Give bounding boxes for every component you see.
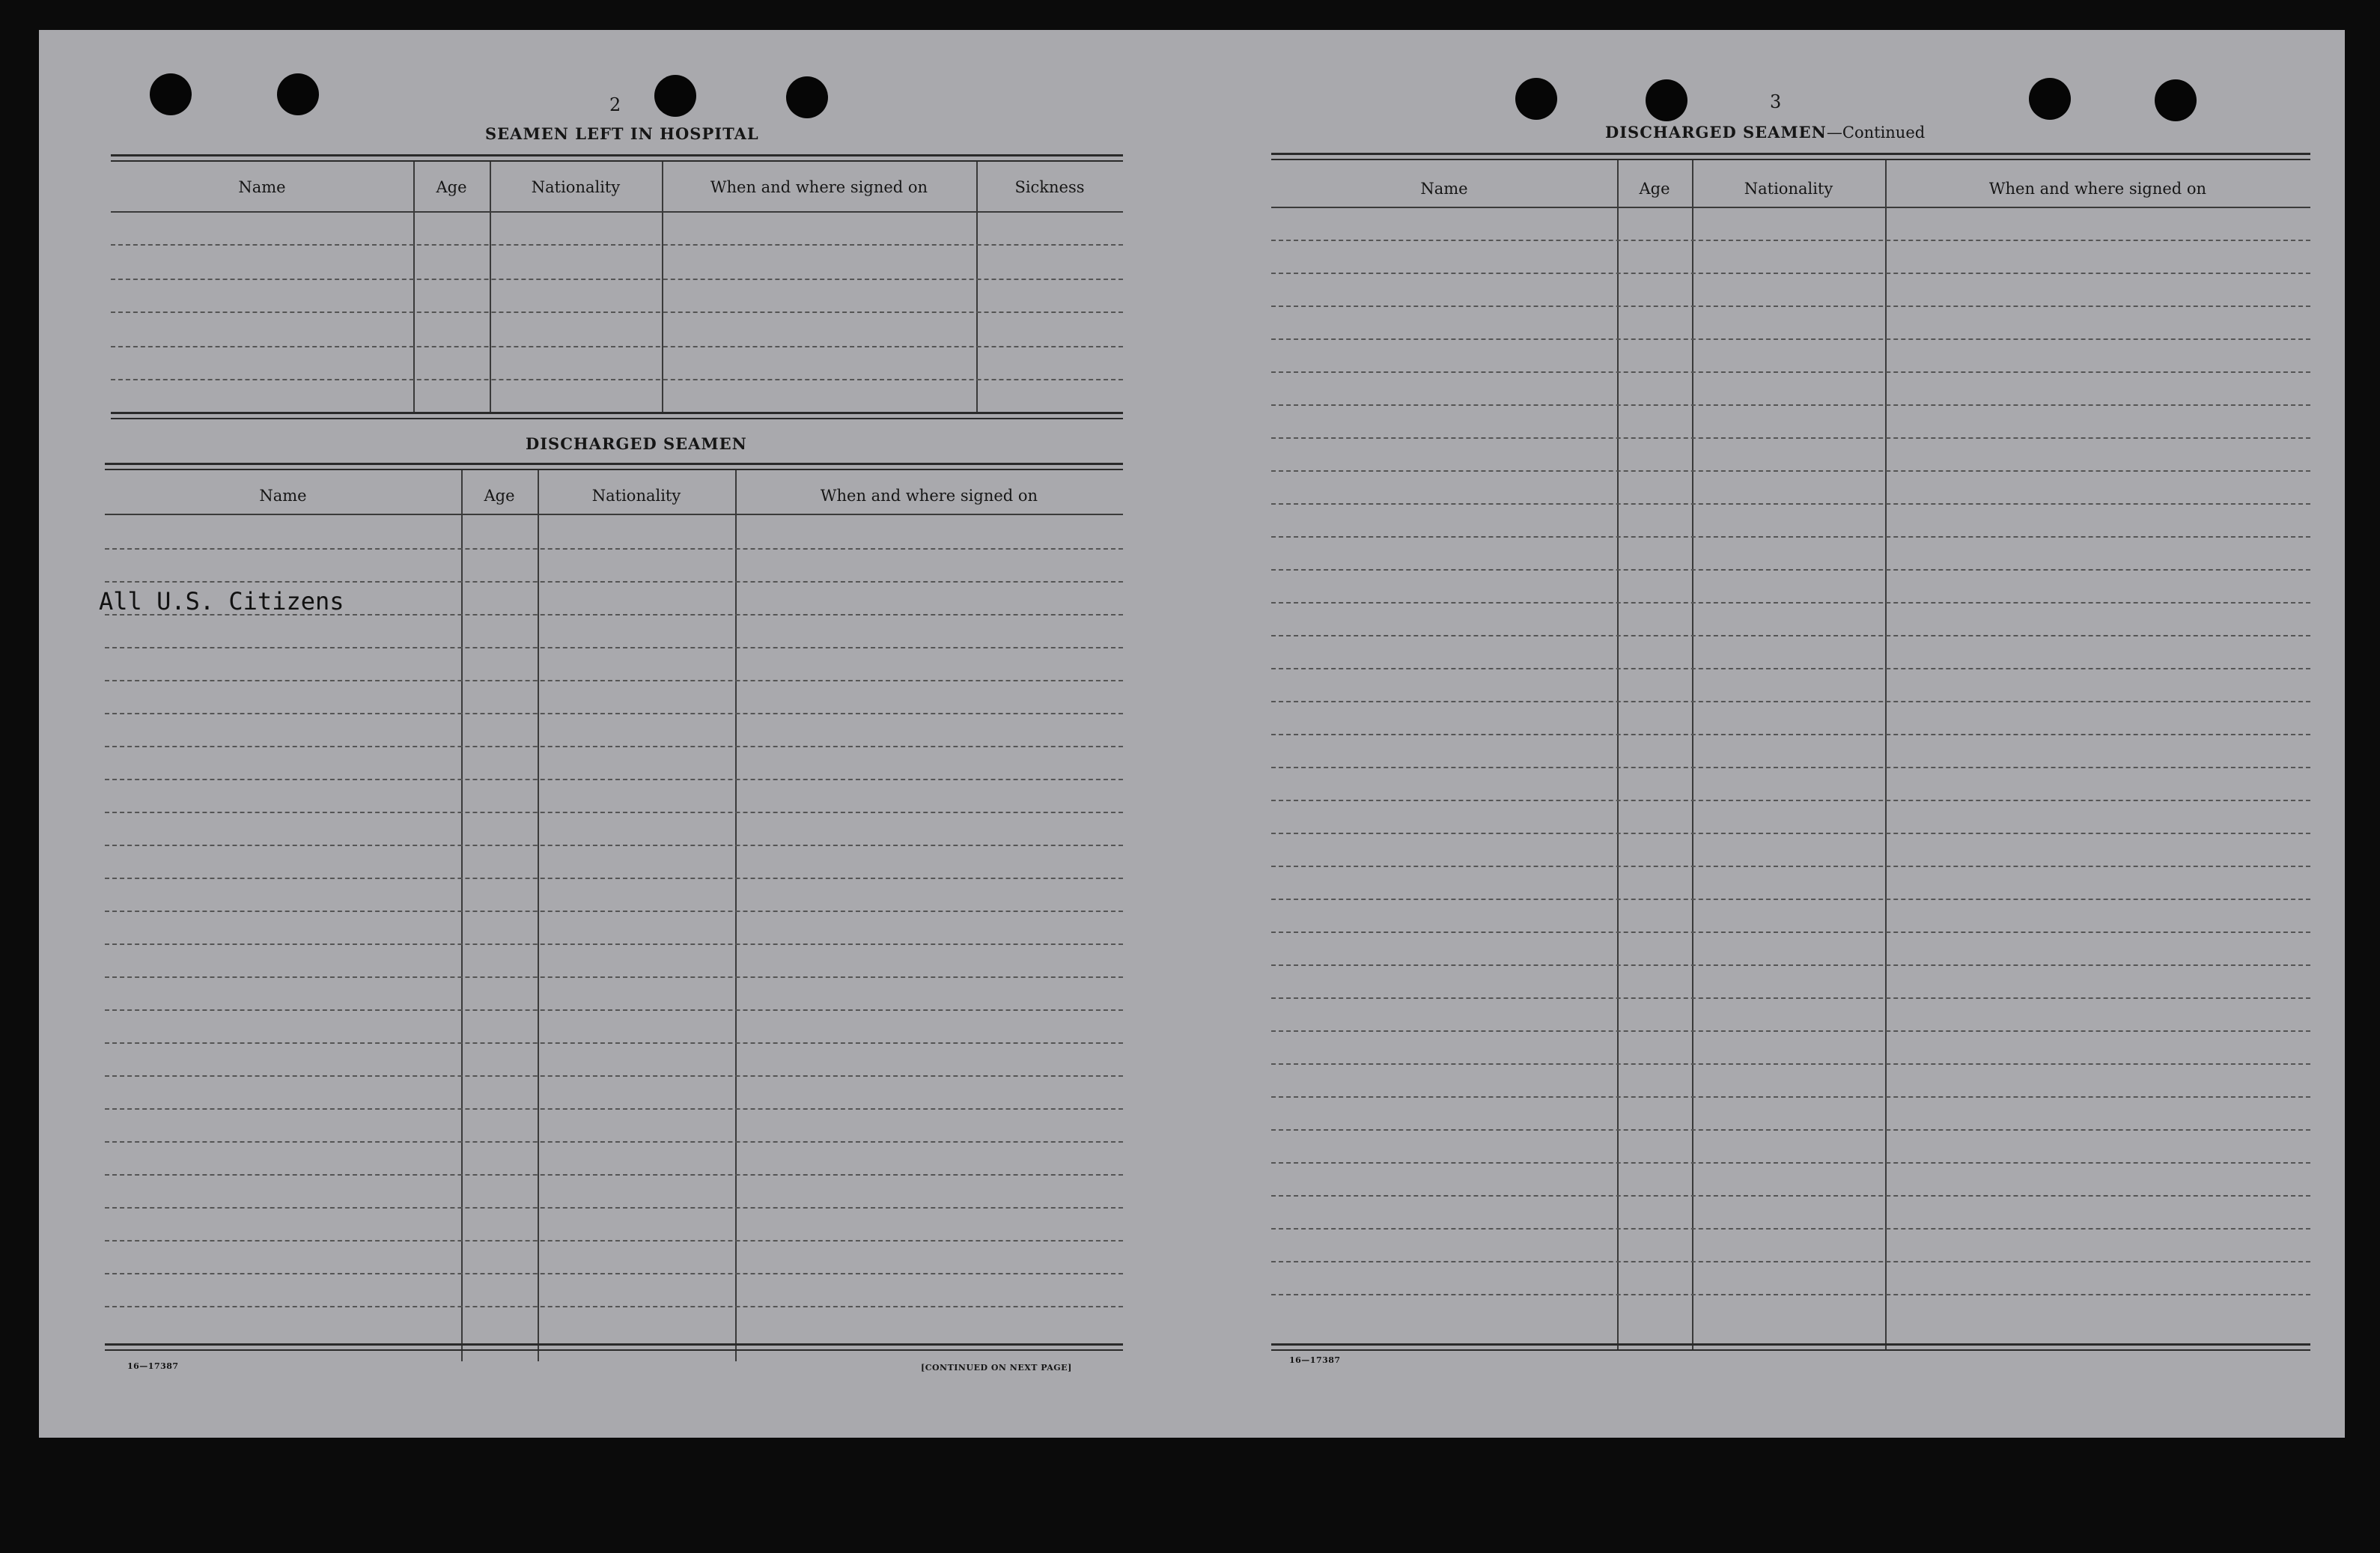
right-col-age-header: Age xyxy=(1639,180,1670,198)
hospital-col-sickness-header: Sickness xyxy=(1014,178,1085,196)
page-number-right: 3 xyxy=(1770,91,1782,112)
hospital-section-title: SEAMEN LEFT IN HOSPITAL xyxy=(485,124,759,143)
discharged-table-right xyxy=(1271,153,2310,1351)
continued-note: [CONTINUED ON NEXT PAGE] xyxy=(921,1363,1072,1373)
right-col-name-header: Name xyxy=(1420,180,1468,198)
punch-hole xyxy=(277,73,319,115)
page-number-left: 2 xyxy=(609,94,621,115)
discharged-section-title: DISCHARGED SEAMEN xyxy=(526,434,747,453)
discharged-continued-title-main: DISCHARGED SEAMEN xyxy=(1605,123,1827,142)
punch-hole xyxy=(150,73,192,115)
punch-hole xyxy=(2029,78,2071,120)
form-number-left: 16—17387 xyxy=(127,1361,179,1371)
typed-entry: All U.S. Citizens xyxy=(99,587,344,616)
punch-hole xyxy=(2155,79,2197,121)
hospital-col-age-header: Age xyxy=(436,178,467,196)
punch-hole xyxy=(786,76,828,118)
record-sheet xyxy=(39,30,2345,1438)
punch-hole xyxy=(1515,78,1557,120)
punch-hole xyxy=(654,75,696,117)
discharged-col-age-header: Age xyxy=(484,487,515,505)
form-number-right: 16—17387 xyxy=(1289,1355,1341,1365)
discharged-continued-title xyxy=(1605,123,1925,142)
discharged-continued-title-suffix: —Continued xyxy=(1826,124,1926,142)
right-col-nationality-header: Nationality xyxy=(1744,180,1833,198)
discharged-col-nationality-header: Nationality xyxy=(591,487,681,505)
discharged-col-name-header: Name xyxy=(259,487,307,505)
hospital-table xyxy=(111,154,1123,454)
hospital-col-signed-on-header: When and where signed on xyxy=(710,178,928,196)
right-col-signed-on-header: When and where signed on xyxy=(1988,180,2207,198)
hospital-col-nationality-header: Nationality xyxy=(531,178,621,196)
punch-hole xyxy=(1646,79,1687,121)
hospital-col-name-header: Name xyxy=(238,178,286,196)
discharged-col-signed-on-header: When and where signed on xyxy=(820,487,1038,505)
